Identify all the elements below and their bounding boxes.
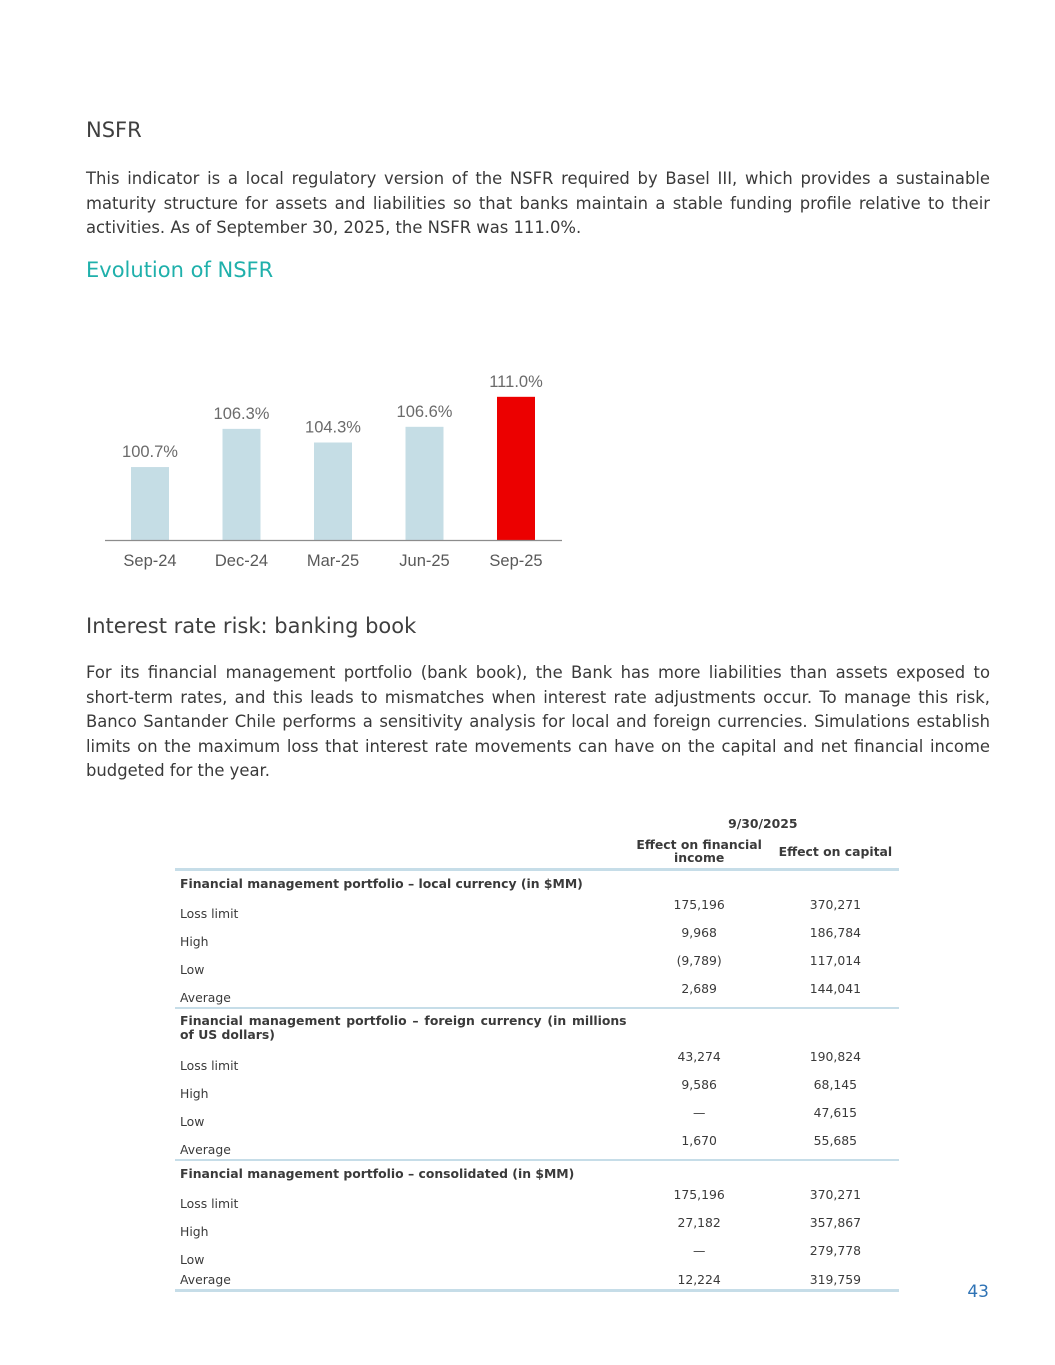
col-financial-income-header: Effect on financial income [627, 834, 772, 870]
row-label: Low [180, 962, 205, 977]
irr-heading: Interest rate risk: banking book [86, 614, 417, 638]
col-capital-header: Effect on capital [772, 834, 899, 870]
financial-income-value: 9,586 [681, 1077, 717, 1092]
financial-income-value: 1,670 [627, 1131, 772, 1160]
bar-sep-25 [497, 397, 535, 540]
financial-income-value: 175,196 [673, 897, 725, 912]
row-label: High [180, 1224, 209, 1239]
table-row [175, 1213, 899, 1241]
row-label: Average [175, 979, 627, 1008]
capital-value: 68,145 [813, 1077, 858, 1092]
table-row [175, 979, 899, 1008]
table-row [175, 1047, 899, 1075]
data-label: 104.3% [305, 418, 361, 437]
capital-value: 144,041 [772, 979, 899, 1008]
financial-income-value: 2,689 [627, 979, 772, 1008]
evolution-heading: Evolution of NSFR [86, 258, 274, 282]
capital-value: 279,778 [809, 1243, 861, 1258]
row-label: Loss limit [180, 1196, 239, 1211]
financial-income-value: (9,789) [676, 953, 722, 968]
capital-value: 319,759 [772, 1269, 899, 1291]
row-label: Loss limit [180, 906, 239, 921]
nsfr-bar-chart [100, 360, 570, 580]
interest-rate-risk-table [175, 812, 899, 1292]
data-label: 106.6% [396, 402, 453, 421]
x-tick-label: Sep-25 [489, 552, 543, 570]
row-label: High [180, 934, 209, 949]
nsfr-heading: NSFR [86, 118, 142, 142]
row-label: Low [180, 1114, 205, 1129]
data-label: 111.0% [489, 372, 543, 391]
table-row [175, 1131, 899, 1160]
row-label: High [180, 1086, 209, 1101]
section-title: Financial management portfolio – foreign currency (in millions of US dollars) [180, 1013, 627, 1042]
row-label: Low [180, 1252, 205, 1267]
section-title: Financial management portfolio – consolidated (in $MM) [180, 1165, 575, 1181]
row-label: Loss limit [180, 1058, 239, 1073]
capital-value: 117,014 [809, 953, 861, 968]
bar-sep-24 [131, 467, 169, 540]
table-row [175, 923, 899, 951]
data-label: 100.7% [122, 443, 178, 462]
x-tick-label: Jun-25 [399, 552, 450, 570]
section-title: Financial management portfolio – local currency (in $MM) [180, 875, 583, 891]
table-date-header: 9/30/2025 [728, 815, 798, 831]
irr-paragraph: For its financial management portfolio (bank book), the Bank has more liabilities than assets exposed to short-term rates, and this leads to mismatches when interest rate adjustments occur. To manage this risk, Banco Santander Chile performs a sensitivity analysis for local and foreign currencies. Simulations establish limits on the maximum loss that interest rate movements can have on the capital and net financial income budgeted for the year. [86, 663, 990, 781]
table-row [175, 895, 899, 923]
row-label: Average [175, 1269, 627, 1291]
capital-value: 186,784 [809, 925, 861, 940]
bar-mar-25 [314, 443, 352, 541]
table-body [175, 870, 899, 1291]
table-row [175, 1185, 899, 1213]
table-section-header [175, 1160, 899, 1185]
table-section-header [175, 870, 899, 896]
financial-income-value: 27,182 [677, 1215, 721, 1230]
capital-value: 370,271 [809, 1187, 861, 1202]
capital-value: 55,685 [772, 1131, 899, 1160]
x-tick-label: Dec-24 [214, 552, 269, 570]
row-label: Average [175, 1131, 627, 1160]
bar-jun-25 [406, 427, 444, 540]
capital-value: 47,615 [813, 1105, 858, 1120]
financial-income-value: 9,968 [681, 925, 717, 940]
table-row [175, 1075, 899, 1103]
table-row [175, 1241, 899, 1269]
x-tick-label: Mar-25 [306, 552, 360, 570]
bar-dec-24 [223, 429, 261, 540]
capital-value: 370,271 [809, 897, 861, 912]
nsfr-paragraph: This indicator is a local regulatory version of the NSFR required by Basel III, which provides a sustainable maturity structure for assets and liabilities so that banks maintain a stable funding profile relative to their activities. As of September 30, 2025, the NSFR was 111.0%. [86, 169, 990, 238]
financial-income-value: — [692, 1243, 706, 1258]
table-row [175, 1269, 899, 1291]
capital-value: 357,867 [809, 1215, 861, 1230]
table-section-header [175, 1008, 899, 1047]
financial-income-value: — [692, 1105, 706, 1120]
table-row [175, 951, 899, 979]
x-tick-label: Sep-24 [123, 552, 177, 570]
financial-income-value: 12,224 [627, 1269, 772, 1291]
data-label: 106.3% [213, 404, 270, 423]
financial-income-value: 175,196 [673, 1187, 725, 1202]
table-row [175, 1103, 899, 1131]
page-number: 43 [967, 1282, 989, 1302]
financial-income-value: 43,274 [677, 1049, 721, 1064]
capital-value: 190,824 [809, 1049, 861, 1064]
